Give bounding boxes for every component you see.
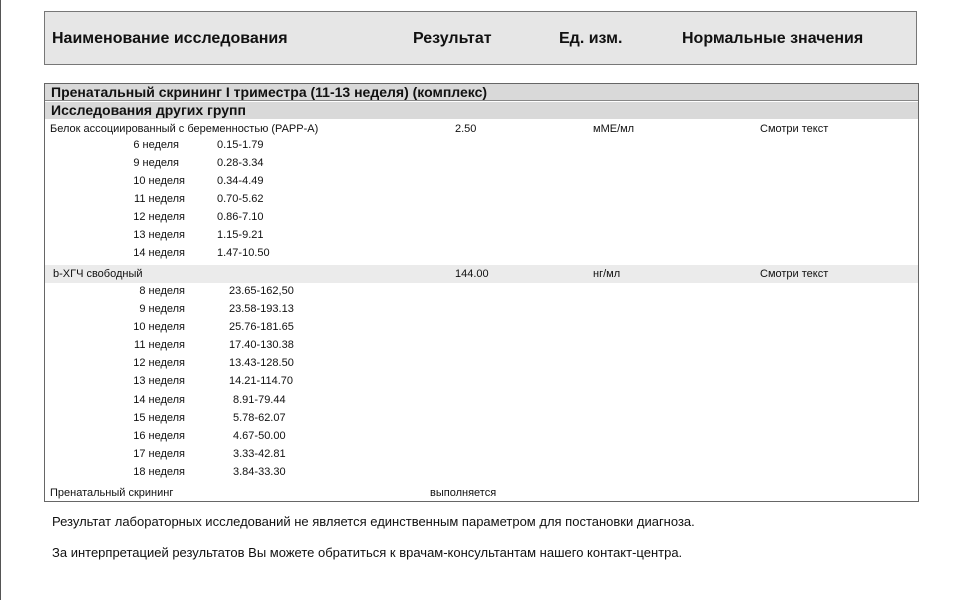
week-label: 12 неделя: [133, 357, 185, 369]
range-value: 23.65-162,50: [229, 285, 294, 297]
range-value: 13.43-128.50: [229, 357, 294, 369]
range-value: 14.21-114.70: [229, 375, 294, 387]
range-value: 8.91-79.44: [233, 394, 286, 406]
header-name: Наименование исследования: [52, 30, 288, 47]
week-label: 8 неделя: [139, 285, 185, 297]
week-label: 16 неделя: [133, 430, 185, 442]
range-value: 0.86-7.10: [217, 211, 264, 223]
test-norm: Смотри текст: [760, 268, 829, 280]
week-label: 12 неделя: [133, 211, 185, 223]
week-label: 14 неделя: [133, 394, 185, 406]
week-label: 6 неделя: [133, 139, 179, 151]
test-result: выполняется: [430, 487, 497, 499]
range-value: 5.78-62.07: [233, 412, 286, 424]
range-value: 1.47-10.50: [217, 247, 270, 259]
test-name: b-ХГЧ свободный: [53, 268, 143, 280]
hcg-row: [45, 265, 918, 283]
test-unit: мME/мл: [593, 123, 635, 135]
range-value: 4.67-50.00: [233, 430, 286, 442]
section-title: Пренатальный скрининг I триместра (11-13 неделя) (комплекс): [45, 84, 918, 101]
range-value: 0.15-1.79: [217, 139, 264, 151]
header-norm: Нормальные значения: [682, 30, 864, 47]
week-label: 15 неделя: [133, 412, 185, 424]
range-value: 0.70-5.62: [217, 193, 264, 205]
week-label: 13 неделя: [133, 375, 185, 387]
range-value: 17.40-130.38: [229, 339, 294, 351]
disclaimer-note: Результат лабораторных исследований не является единственным параметром для постановки диагноза.: [52, 514, 695, 529]
week-label: 13 неделя: [133, 229, 185, 241]
week-label: 11 неделя: [134, 339, 185, 351]
test-name: Белок ассоциированный с беременностью (PAPP-A): [50, 123, 319, 135]
range-value: 3.84-33.30: [233, 466, 286, 478]
pappa-row: [45, 120, 918, 138]
week-label: 14 неделя: [133, 247, 185, 259]
header-unit: Ед. изм.: [559, 30, 623, 47]
range-value: 25.76-181.65: [229, 321, 294, 333]
range-value: 3.33-42.81: [233, 448, 286, 460]
week-label: 10 неделя: [133, 321, 185, 333]
range-value: 1.15-9.21: [217, 229, 264, 241]
week-label: 9 неделя: [139, 303, 185, 315]
header-result: Результат: [413, 30, 492, 47]
range-value: 23.58-193.13: [229, 303, 294, 315]
test-unit: нг/мл: [593, 268, 621, 280]
results-table: [44, 83, 919, 502]
test-result: 2.50: [455, 123, 477, 135]
week-label: 17 неделя: [133, 448, 185, 460]
range-value: 0.28-3.34: [217, 157, 264, 169]
page-left-border: [0, 0, 1, 600]
week-label: 11 неделя: [134, 193, 185, 205]
week-label: 18 неделя: [133, 466, 185, 478]
group-title: Исследования других групп: [45, 102, 918, 119]
range-value: 0.34-4.49: [217, 175, 264, 187]
week-label: 10 неделя: [133, 175, 185, 187]
contact-note: За интерпретацией результатов Вы можете обратиться к врачам-консультантам нашего контакт-центра.: [52, 545, 683, 560]
test-norm: Смотри текст: [760, 123, 829, 135]
test-result: 144.00: [455, 268, 489, 280]
test-name: Пренатальный скрининг: [50, 487, 174, 499]
screening-row: [45, 484, 918, 502]
week-label: 9 неделя: [133, 157, 179, 169]
table-header: [44, 11, 917, 65]
